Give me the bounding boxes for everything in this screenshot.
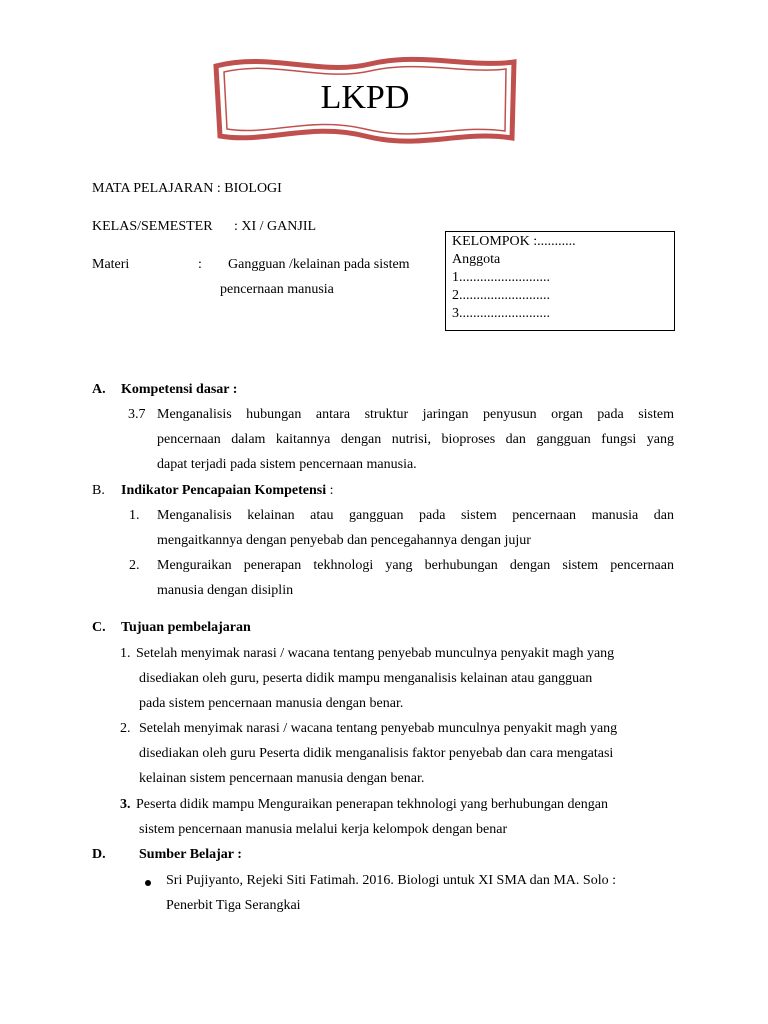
group-name-field: KELOMPOK :........... — [452, 234, 576, 249]
section-c-item-2-line-2: disediakan oleh guru Peserta didik menganalisis faktor penyebab dan cara mengatasi — [139, 746, 614, 761]
section-b-heading — [121, 483, 334, 499]
materi-colon: : — [198, 257, 202, 272]
section-c-item-1-line-2: disediakan oleh guru, peserta didik mampu menganalisis kelainan atau gangguan — [139, 671, 593, 686]
class-label: KELAS/SEMESTER — [92, 219, 213, 234]
section-c-title: Tujuan pembelajaran — [121, 620, 251, 635]
section-b-marker: B. — [92, 483, 105, 498]
page-title: LKPD — [320, 79, 410, 116]
section-c-item-2-line-1: Setelah menyimak narasi / wacana tentang penyebab munculnya penyakit magh yang — [139, 721, 618, 736]
section-b-item-1-number: 1. — [129, 508, 140, 523]
section-a-number: 3.7 — [128, 407, 146, 422]
section-c-item-1-line-1: Setelah menyimak narasi / wacana tentang penyebab munculnya penyakit magh yang — [136, 646, 615, 661]
section-c-item-2-line-3: kelainan sistem pencernaan manusia dengan benar. — [139, 771, 425, 786]
section-a-marker: A. — [92, 382, 106, 397]
class-value: : XI / GANJIL — [234, 219, 317, 234]
section-c-item-1-line-3: pada sistem pencernaan manusia dengan benar. — [139, 696, 404, 711]
group-member-2: 2.......................... — [452, 288, 550, 303]
section-c-item-3-line-1: Peserta didik mampu Menguraikan penerapan tekhnologi yang berhubungan dengan — [136, 797, 608, 812]
section-b-title: Indikator Pencapaian Kompetensi — [121, 483, 327, 498]
section-a-line-1: Menganalisis hubungan antara struktur jaringan penyusun organ pada sistem — [157, 407, 674, 422]
section-c-item-1-number: 1. — [120, 646, 131, 661]
subject-line: MATA PELAJARAN : BIOLOGI — [92, 181, 282, 196]
section-b-item-2-line-1: Menguraikan penerapan tekhnologi yang berhubungan dengan sistem pencernaan — [157, 558, 674, 573]
section-b-item-2-line-2: manusia dengan disiplin — [157, 583, 294, 598]
group-info-box — [445, 231, 675, 331]
group-member-1: 1.......................... — [452, 270, 550, 285]
group-member-3: 3.......................... — [452, 306, 550, 321]
section-c-item-3-line-2: sistem pencernaan manusia melalui kerja kelompok dengan benar — [139, 822, 508, 837]
section-a-line-2: pencernaan dalam kaitannya dengan nutrisi, bioproses dan gangguan fungsi yang — [157, 432, 674, 447]
section-d-item-1-line-2: Penerbit Tiga Serangkai — [166, 898, 301, 913]
bullet-dot-icon — [145, 880, 151, 886]
materi-value-line1: Gangguan /kelainan pada sistem — [228, 257, 410, 272]
section-c-item-3-number: 3. — [120, 797, 131, 812]
section-b-item-2-number: 2. — [129, 558, 140, 573]
materi-label: Materi — [92, 257, 130, 272]
group-members-label: Anggota — [452, 252, 501, 267]
materi-value-line2: pencernaan manusia — [220, 282, 334, 297]
section-b-item-1-line-1: Menganalisis kelainan atau gangguan pada sistem pencernaan manusia dan — [157, 508, 674, 523]
section-d-marker: D. — [92, 847, 106, 862]
section-b-title-suffix: : — [326, 483, 334, 498]
section-d-item-1-line-1: Sri Pujiyanto, Rejeki Siti Fatimah. 2016. Biologi untuk XI SMA dan MA. Solo : — [166, 873, 616, 888]
section-c-marker: C. — [92, 620, 106, 635]
section-d-title: Sumber Belajar : — [139, 847, 242, 862]
section-c-item-2-number: 2. — [120, 721, 131, 736]
section-b-item-1-line-2: mengaitkannya dengan penyebab dan pencegahannya dengan jujur — [157, 533, 531, 548]
section-a-title: Kompetensi dasar : — [121, 382, 238, 397]
section-a-line-3: dapat terjadi pada sistem pencernaan manusia. — [157, 457, 417, 472]
